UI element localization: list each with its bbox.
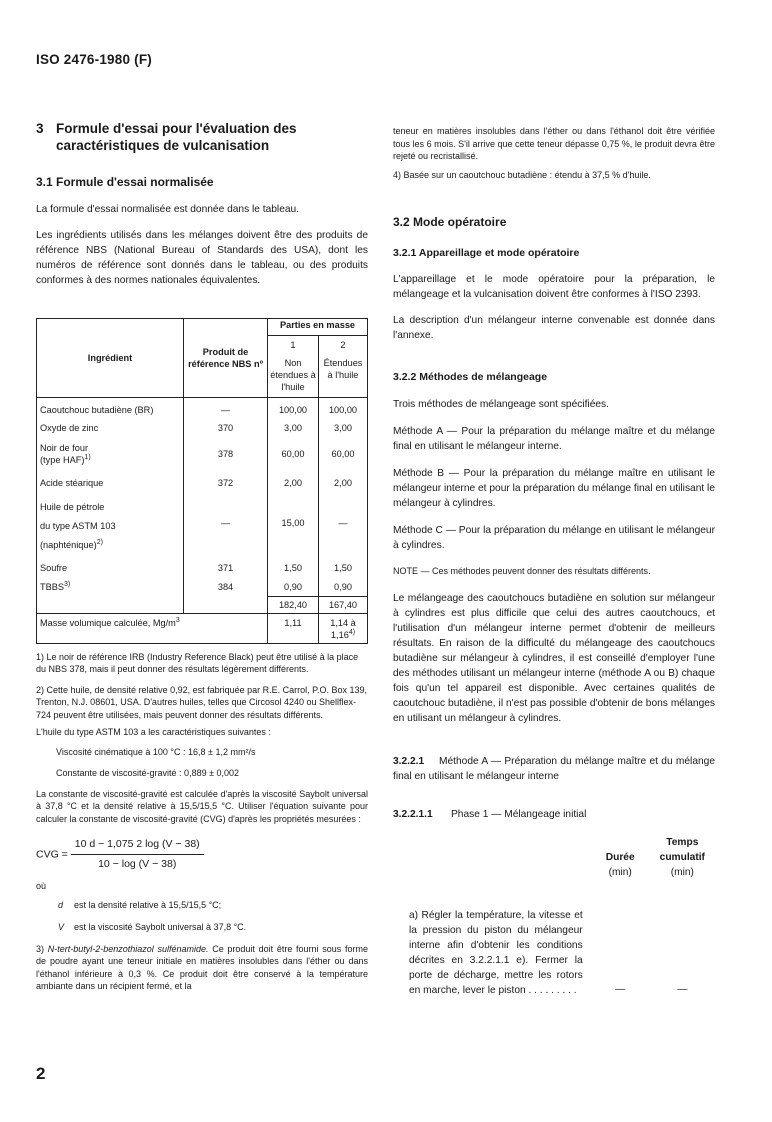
row-col1: 60,00 bbox=[268, 434, 319, 466]
col-temps-unit: (min) bbox=[670, 866, 694, 878]
methods-note: NOTE — Ces méthodes peuvent donner des résultats différents. bbox=[393, 566, 651, 576]
document-header: ISO 2476-1980 (F) bbox=[36, 52, 152, 67]
row-col2: 0,90 bbox=[318, 574, 367, 596]
row-col2: 2,00 bbox=[318, 466, 367, 489]
col-temps-label: Temps cumulatif bbox=[659, 836, 705, 863]
row-nbs: 378 bbox=[184, 434, 268, 466]
col-duree-label: Durée bbox=[605, 851, 635, 863]
row-nbs: 371 bbox=[184, 555, 268, 574]
row-col2: — bbox=[318, 489, 367, 555]
step-a-temps: — bbox=[677, 983, 688, 995]
v-definition bbox=[36, 921, 368, 934]
section-3-number: 3 bbox=[36, 121, 44, 136]
footnote-3-rest: Ce produit doit être fourni sous forme de poudre ayant une teneur initiale en matières insolubles dans l'éther ou dans l'éthanol inférieure à 0,3 %. Ce produit doit être conservé à la température ambiante dans un récipient fermé, et la bbox=[36, 943, 368, 991]
col-duree bbox=[591, 834, 650, 884]
row-col2: 60,00 bbox=[318, 434, 367, 466]
section-3-2-heading: 3.2 Mode opératoire bbox=[393, 215, 507, 229]
row-ingredient: Acide stéarique bbox=[40, 478, 104, 488]
right-column bbox=[393, 120, 715, 998]
row-col2: 100,00 bbox=[318, 398, 367, 417]
footnote-4: 4) Basée sur un caoutchouc butadiène : étendu à 37,5 % d'huile. bbox=[393, 169, 651, 180]
footnote-ref: 4) bbox=[348, 628, 356, 636]
row-col2: 1,50 bbox=[318, 555, 367, 574]
footnote-3-italic: N-tert-butyl-2-benzothiazol sulfénamide. bbox=[47, 943, 209, 954]
formula-fraction bbox=[71, 837, 204, 872]
astm-intro: L'huile du type ASTM 103 a les caractéristiques suivantes : bbox=[36, 727, 271, 737]
density-col2 bbox=[318, 613, 367, 643]
footnote-2: 2) Cette huile, de densité relative 0,92, est fabriquée par R.E. Carrol, P.O. Box 139, Trenton, N.J. 08601, USA. D'autres huiles, telles que Circosol 4240 ou Shellflex-724 peuvent être utilisées, mais peuvent donner des résultats différents. bbox=[36, 684, 368, 720]
th-col-2: 2 bbox=[318, 336, 367, 354]
footnote-ref: 2) bbox=[96, 538, 103, 546]
section-3-heading bbox=[36, 120, 368, 154]
table-row bbox=[37, 489, 368, 555]
footnote-3-num: 3) bbox=[36, 943, 45, 954]
section-3-1-heading: 3.1 Formule d'essai normalisée bbox=[36, 175, 214, 189]
th-col-1-sub: Non étendues à l'huile bbox=[268, 353, 319, 398]
row-col1: 15,00 bbox=[268, 489, 319, 555]
d-def-text: est la densité relative à 15,5/15,5 °C; bbox=[74, 899, 222, 910]
footnote-1: 1) Le noir de référence IRB (Industry Reference Black) peut être utilisé à la place du NBS 378, mais il peut donner des résultats légèrement différents. bbox=[36, 651, 359, 674]
table-row bbox=[37, 416, 368, 434]
th-parts-by-mass: Parties en masse bbox=[268, 319, 368, 336]
section-3-title-line1: Formule d'essai pour l'évaluation des bbox=[56, 121, 297, 136]
row-col1: 3,00 bbox=[268, 416, 319, 434]
section-3-2-1-heading: 3.2.1 Appareillage et mode opératoire bbox=[393, 247, 580, 259]
th-ingredient: Ingrédient bbox=[37, 319, 184, 398]
section-3-1-paragraph-2: Les ingrédients utilisés dans les mélanges doivent être des produits de référence NBS (National Bureau of Standards des USA), dont les numéros de référence sont donnés dans le tableau, ou des produits conformes à des normes nationales équivalentes. bbox=[36, 230, 368, 286]
row-col1: 100,00 bbox=[268, 398, 319, 417]
row-ingredient: Noir de four (type HAF)$^{1)}$ bbox=[40, 443, 91, 465]
section-3-2-2-1-number: 3.2.2.1 bbox=[393, 755, 425, 767]
density-col2-line1: 1,14 à bbox=[330, 617, 356, 628]
row-ingredient-line1: Huile de pétrole bbox=[40, 502, 105, 512]
table-row bbox=[37, 555, 368, 574]
row-col1: 1,50 bbox=[268, 555, 319, 574]
row-nbs: — bbox=[184, 398, 268, 417]
density-label: Masse volumique calculée, Mg/m bbox=[40, 617, 176, 628]
section-3-title-line2: caractéristiques de vulcanisation bbox=[56, 138, 270, 153]
section-3-2-2-heading: 3.2.2 Méthodes de mélangeage bbox=[393, 371, 548, 383]
section-3-2-2-1-title-text: Méthode A — Préparation du mélange maître et du mélange final en utilisant le mélangeur interne bbox=[393, 755, 715, 782]
total-col2: 167,40 bbox=[318, 596, 367, 613]
density-unit-sup: 3 bbox=[175, 616, 180, 624]
row-col1: 2,00 bbox=[268, 466, 319, 489]
table-row bbox=[37, 466, 368, 489]
formula-denominator: 10 − log (V − 38) bbox=[98, 858, 177, 870]
density-label-cell bbox=[37, 613, 268, 643]
row-col2: 3,00 bbox=[318, 416, 367, 434]
section-3-2-1-paragraph-2: La description d'un mélangeur interne convenable est donnée dans l'annexe. bbox=[393, 315, 715, 341]
th-col-1: 1 bbox=[268, 336, 319, 354]
row-ingredient: Oxyde de zinc bbox=[40, 423, 99, 433]
th-nbs-product: Produit de référence NBS nº bbox=[184, 319, 268, 398]
col-temps bbox=[650, 834, 715, 884]
formula-numerator: 10 d − 1,075 2 log (V − 38) bbox=[71, 837, 204, 855]
row-ingredient: Soufre bbox=[40, 563, 68, 573]
section-3-2-2-1-1-title: Phase 1 — Mélangeage initial bbox=[451, 808, 587, 820]
row-ingredient: Caoutchouc butadiène (BR) bbox=[40, 405, 154, 415]
section-3-2-2-paragraph: Trois méthodes de mélangeage sont spécifiées. bbox=[393, 399, 609, 410]
formula-table bbox=[36, 318, 368, 644]
vgc-text: La constante de viscosité-gravité est calculée d'après la viscosité Saybolt universal à 37,8 °C et la densité relative à 15,5/15,5 °C. Utiliser l'équation suivante pour calculer la constante de viscosité-gravité (CVG) d'après les propriétés mesurées : bbox=[36, 788, 368, 824]
left-column bbox=[36, 120, 368, 993]
where-label: où bbox=[36, 881, 47, 891]
vgc-line: Constante de viscosité-gravité : 0,889 ± 0,002 bbox=[56, 768, 240, 778]
section-3-2-1-paragraph-1: L'appareillage et le mode opératoire pour la préparation, le mélangeage et la vulcanisation doivent être conformes à l'ISO 2393. bbox=[393, 274, 715, 300]
row-nbs: 370 bbox=[184, 416, 268, 434]
v-def-text: est la viscosité Saybolt universal à 37,8 °C. bbox=[74, 922, 247, 932]
table-row bbox=[37, 434, 368, 466]
row-nbs: — bbox=[184, 489, 268, 555]
footnote-ref: 3) bbox=[64, 580, 71, 588]
row-ingredient bbox=[37, 574, 184, 596]
table-row bbox=[37, 398, 368, 417]
method-a: Méthode A — Pour la préparation du mélange maître et du mélange final en utilisant le mélangeur interne. bbox=[393, 426, 715, 452]
row-ingredient-line3: (naphténique) bbox=[40, 540, 97, 550]
page-number: 2 bbox=[36, 1064, 46, 1083]
row-col1: 0,90 bbox=[268, 574, 319, 596]
vgc-formula bbox=[36, 837, 368, 872]
total-col1: 182,40 bbox=[268, 596, 319, 613]
mixing-paragraph: Le mélangeage des caoutchoucs butadiène en solution sur mélangeur à cylindres est plus difficile que celui des autres caoutchoucs, et l'utilisation d'un mélangeur interne permet d'obtenir de meilleurs résultats. En raison de la difficulté du mélangeage des caoutchoucs butadiène sur mélangeur à cylindres, il est conseillé d'employer l'une des méthodes utilisant un mélangeur interne (méthode A ou B) chaque fois qu'un tel appareil est disponible. Avec certaines qualités de caoutchouc butadiène, il n'est pas possible d'obtenir de bons mélanges en utilisant un mélangeur à cylindres. bbox=[393, 592, 715, 724]
row-nbs: 372 bbox=[184, 466, 268, 489]
formula-lhs: CVG = bbox=[36, 848, 68, 861]
method-b: Méthode B — Pour la préparation du mélange maître en utilisant le mélangeur interne et pour la préparation du mélange final en utilisant le mélangeur à cylindres. bbox=[393, 468, 715, 509]
phase-step-row bbox=[393, 884, 715, 998]
table-density-row bbox=[37, 613, 368, 643]
section-3-2-2-1-1-heading bbox=[393, 807, 715, 822]
step-a-duree: — bbox=[615, 983, 626, 995]
table-row bbox=[37, 574, 368, 596]
section-3-1-paragraph-1: La formule d'essai normalisée est donnée dans le tableau. bbox=[36, 204, 300, 215]
d-symbol: d bbox=[58, 899, 64, 910]
col-duree-unit: (min) bbox=[608, 866, 632, 878]
footnote-3-continued: teneur en matières insolubles dans l'éther ou dans l'éthanol doit être vérifiée tous les 6 mois. S'il arrive que cette teneur dépasse 0,75 %, le produit devra être rejeté ou recristallisé. bbox=[393, 126, 715, 161]
table-total-row bbox=[37, 596, 368, 613]
v-symbol: V bbox=[58, 922, 65, 932]
row-nbs: 384 bbox=[184, 574, 268, 596]
footnote-3 bbox=[36, 943, 368, 993]
step-a-text: a) Régler la température, la vitesse et la pression du piston du mélangeur interne afin d'obtenir les conditions décrites en 3.2.2.1.1 e). Fermer la porte de décharge, mettre les rotors en marche, lever le piston . . . . . . . . . bbox=[409, 909, 583, 996]
density-col2-line2: 1,16 bbox=[330, 629, 349, 640]
phase-1-table bbox=[393, 834, 715, 998]
row-ingredient-text: TBBS bbox=[40, 582, 64, 592]
row-ingredient bbox=[37, 489, 184, 555]
section-3-2-2-1-1-number: 3.2.2.1.1 bbox=[393, 808, 433, 820]
th-col-2-sub: Étendues à l'huile bbox=[318, 353, 367, 398]
row-ingredient-line2: du type ASTM 103 bbox=[40, 521, 116, 531]
footnote-ref: 1) bbox=[84, 453, 91, 461]
method-c: Méthode C — Pour la préparation du mélange en utilisant le mélangeur à cylindres. bbox=[393, 525, 715, 551]
d-definition bbox=[36, 899, 368, 912]
density-col1: 1,11 bbox=[268, 613, 319, 643]
viscosity-line: Viscosité cinématique à 100 °C : 16,8 ± 1,2 mm²/s bbox=[56, 746, 256, 757]
